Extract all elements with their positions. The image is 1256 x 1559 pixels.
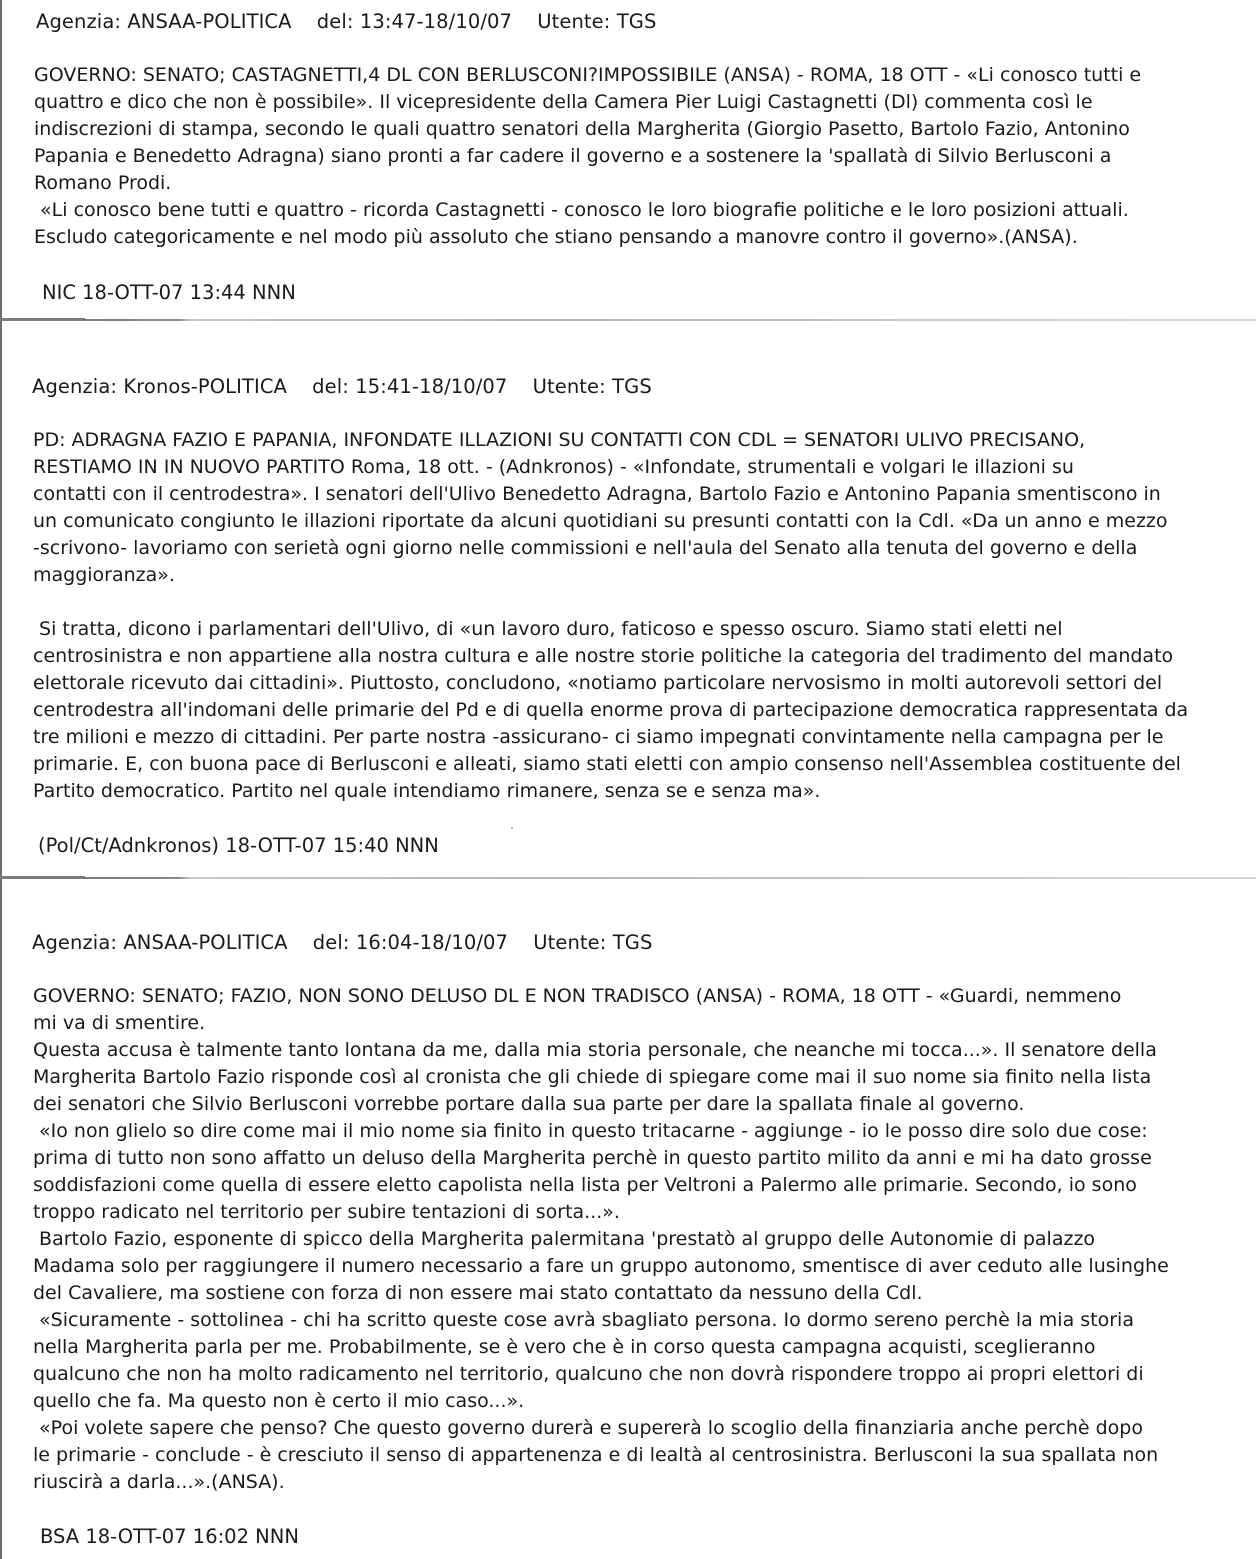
item-2-line-3: contatti con il centrodestra». I senatori dell'Ulivo Benedetto Adragna, Bartolo Fazio e Antonino Papania smentiscono in bbox=[33, 483, 1161, 505]
item-2-line-5: -scrivono- lavoriamo con serietà ogni giorno nelle commissioni e nell'aula del Senato alla tenuta del governo e della bbox=[33, 537, 1138, 559]
item-2-line-1: PD: ADRAGNA FAZIO E PAPANIA, INFONDATE ILLAZIONI SU CONTATTI CON CDL = SENATORI ULIVO PRECISANO, bbox=[33, 429, 1086, 451]
item-3-line-7: prima di tutto non sono affatto un deluso della Margherita perchè in questo partito milito da anni e mi ha dato grosse bbox=[33, 1147, 1152, 1169]
item-3-line-6: «Io non glielo so dire come mai il mio nome sia finito in questo tritacarne - aggiunge - io le posso dire solo due cose: bbox=[33, 1120, 1148, 1142]
item-3-line-18: le primarie - conclude - è cresciuto il senso di appartenenza e di lealtà al centrosinistra. Berlusconi la sua spallata non bbox=[33, 1444, 1159, 1466]
item-2-line-13: Partito democratico. Partito nel quale intendiamo rimanere, senza se e senza ma». bbox=[33, 780, 821, 802]
item-1-line-5: Romano Prodi. bbox=[34, 172, 172, 194]
item-3-footer: BSA 18-OTT-07 16:02 NNN bbox=[40, 1525, 299, 1548]
item-1-line-3: indiscrezioni di stampa, secondo le quali quattro senatori della Margherita (Giorgio Pasetto, Bartolo Fazio, Antonino bbox=[34, 118, 1130, 140]
item-2-line-4: un comunicato congiunto le illazioni riportate da alcuni quotidiani su presunti contatti con la Cdl. «Da un anno e mezzo bbox=[33, 510, 1168, 532]
item-3-line-17: «Poi volete sapere che penso? Che questo governo durerà e supererà lo scoglio della finanziaria anche perchè dopo bbox=[33, 1417, 1143, 1439]
item-1-line-7: Escludo categoricamente e nel modo più assoluto che stiano pensando a manovre contro il governo».(ANSA). bbox=[34, 226, 1078, 248]
item-3-line-2: mi va di smentire. bbox=[33, 1012, 206, 1034]
item-3-line-3: Questa accusa è talmente tanto lontana da me, dalla mia storia personale, che neanche mi tocca...». Il senatore della bbox=[33, 1039, 1157, 1061]
item-3-line-11: Madama solo per raggiungere il numero necessario a fare un gruppo autonomo, smentisce di aver ceduto alle lusinghe bbox=[33, 1255, 1169, 1277]
item-2-line-10: centrodestra all'indomani delle primarie del Pd e di quella enorme prova di partecipazione democratica rappresentata da bbox=[33, 699, 1189, 721]
item-3-line-10: Bartolo Fazio, esponente di spicco della Margherita palermitana 'prestatò al gruppo delle Autonomie di palazzo bbox=[33, 1228, 1096, 1250]
item-3-header: Agenzia: ANSAA-POLITICA del: 16:04-18/10/07 Utente: TGS bbox=[32, 931, 653, 954]
item-3-line-5: dei senatori che Silvio Berlusconi vorrebbe portare dalla sua parte per dare la spallata finale al governo. bbox=[33, 1093, 1025, 1115]
item-1-line-1: GOVERNO: SENATO; CASTAGNETTI,4 DL CON BERLUSCONI?IMPOSSIBILE (ANSA) - ROMA, 18 OTT - «Li conosco tutti e bbox=[34, 64, 1142, 86]
item-2-line-6: maggioranza». bbox=[33, 564, 175, 586]
item-3-line-12: del Cavaliere, ma sostiene con forza di non essere mai stato contattato da nessuno della Cdl. bbox=[33, 1282, 923, 1304]
item-3-line-14: nella Margherita parla per me. Probabilmente, se è vero che è in corso questa campagna acquisti, sceglieranno bbox=[33, 1336, 1096, 1358]
item-2-line-9: elettorale ricevuto dai cittadini». Piuttosto, concludono, «notiamo particolare nervosismo in molti autorevoli settori del bbox=[33, 672, 1163, 694]
item-3-line-8: soddisfazioni come quella di essere eletto capolista nella lista per Veltroni a Palermo alle primarie. Secondo, io sono bbox=[33, 1174, 1137, 1196]
item-2-header: Agenzia: Kronos-POLITICA del: 15:41-18/10/07 Utente: TGS bbox=[32, 375, 652, 398]
item-2-line-2: RESTIAMO IN IN NUOVO PARTITO Roma, 18 ott. - (Adnkronos) - «Infondate, strumentali e volgari le illazioni su bbox=[33, 456, 1074, 478]
item-1-line-6: «Li conosco bene tutti e quattro - ricorda Castagnetti - conosco le loro biografie politiche e le loro posizioni attuali. bbox=[34, 199, 1129, 221]
item-2-line-8: centrosinistra e non appartiene alla nostra cultura e alle nostre storie politiche la categoria del tradimento del mandato bbox=[33, 645, 1174, 667]
item-1-line-2: quattro e dico che non è possibile». Il vicepresidente della Camera Pier Luigi Castagnetti (Dl) commenta così le bbox=[34, 91, 1093, 113]
item-1-footer: NIC 18-OTT-07 13:44 NNN bbox=[42, 281, 296, 304]
item-2-line-12: primarie. E, con buona pace di Berlusconi e alleati, siamo stati eletti con ampio consenso nell'Assemblea costituente del bbox=[33, 753, 1181, 775]
item-3-line-16: quello che fa. Ma questo non è certo il mio caso...». bbox=[33, 1390, 525, 1412]
scan-speck bbox=[511, 827, 513, 829]
item-3-line-13: «Sicuramente - sottolinea - chi ha scritto queste cose avrà sbagliato persona. Io dormo sereno perchè la mia storia bbox=[33, 1309, 1134, 1331]
item-3-line-1: GOVERNO: SENATO; FAZIO, NON SONO DELUSO DL E NON TRADISCO (ANSA) - ROMA, 18 OTT - «Guardi, nemmeno bbox=[33, 985, 1122, 1007]
divider-1 bbox=[85, 319, 1256, 321]
item-2-footer: (Pol/Ct/Adnkronos) 18-OTT-07 15:40 NNN bbox=[38, 834, 439, 857]
divider-2-left bbox=[0, 876, 85, 879]
item-3-line-19: riuscirà a darla...».(ANSA). bbox=[33, 1471, 285, 1493]
item-3-line-4: Margherita Bartolo Fazio risponde così al cronista che gli chiede di spiegare come mai il suo nome sia finito nella lista bbox=[33, 1066, 1152, 1088]
item-2-line-11: tre milioni e mezzo di cittadini. Per parte nostra -assicurano- ci siamo impegnati convintamente nella campagna per le bbox=[33, 726, 1164, 748]
item-3-line-9: troppo radicato nel territorio per subire tentazioni di sorta...». bbox=[33, 1201, 620, 1223]
item-1-line-4: Papania e Benedetto Adragna) siano pronti a far cadere il governo e a sostenere la 'spallatà di Silvio Berlusconi a bbox=[34, 145, 1112, 167]
divider-1-left bbox=[0, 318, 85, 321]
item-3-line-15: qualcuno che non ha molto radicamento nel territorio, qualcuno che non dovrà rispondere troppo ai propri elettori di bbox=[33, 1363, 1144, 1385]
item-1-header: Agenzia: ANSAA-POLITICA del: 13:47-18/10/07 Utente: TGS bbox=[36, 10, 657, 33]
divider-2 bbox=[85, 877, 1256, 879]
scan-left-edge bbox=[0, 0, 2, 1559]
item-2-line-7: Si tratta, dicono i parlamentari dell'Ulivo, di «un lavoro duro, faticoso e spesso oscuro. Siamo stati eletti nel bbox=[33, 618, 1063, 640]
